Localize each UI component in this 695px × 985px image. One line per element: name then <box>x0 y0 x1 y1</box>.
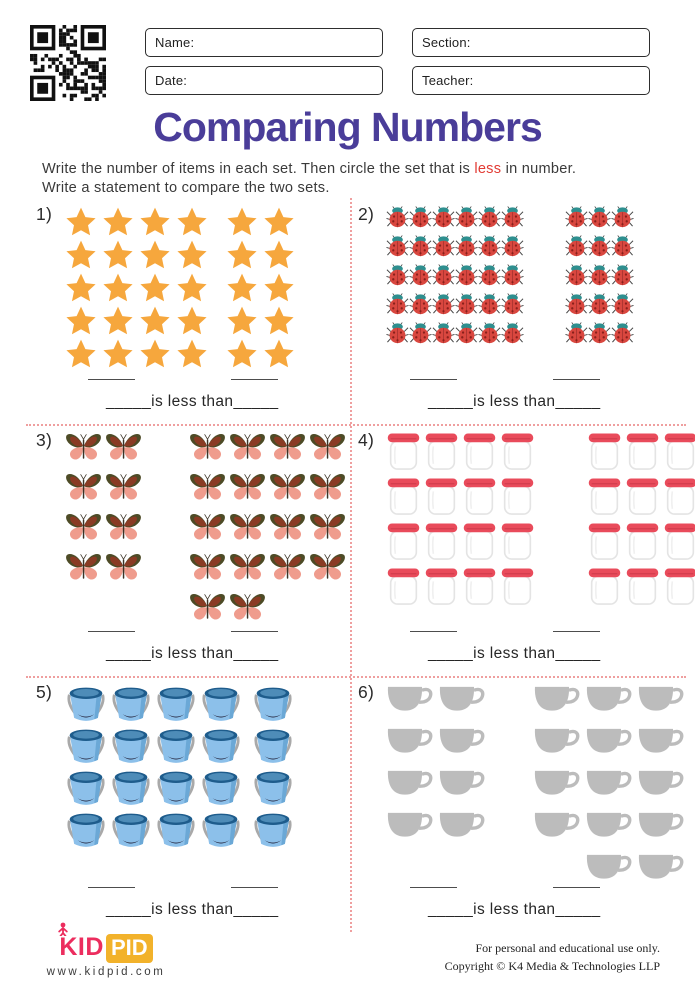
ladybug-icon <box>432 293 455 316</box>
bucket-icon <box>199 768 243 806</box>
statement-blank-left[interactable]: _____ <box>428 645 474 662</box>
statement-blank-right[interactable]: _____ <box>233 645 279 662</box>
jar-icon <box>424 477 459 515</box>
statement-blank-right[interactable]: _____ <box>555 645 601 662</box>
comparison-statement <box>106 645 279 663</box>
butterfly-icon <box>64 552 103 584</box>
ladybug-icon <box>478 235 501 258</box>
star-icon <box>225 206 259 239</box>
header-fields <box>145 28 650 104</box>
bucket-icon <box>154 726 198 764</box>
horizontal-dotted-divider-1 <box>26 424 686 426</box>
cup-icon <box>533 726 580 760</box>
butterfly-icon <box>228 592 267 624</box>
jar-icon <box>462 567 497 605</box>
statement-blank-left[interactable]: _____ <box>106 645 152 662</box>
ladybug-icon <box>565 293 588 316</box>
ladybug-icon <box>565 206 588 229</box>
statement-text: is less than <box>151 901 234 918</box>
count-blank-right[interactable] <box>231 887 278 888</box>
statement-blank-right[interactable]: _____ <box>555 901 601 918</box>
ladybug-icon <box>611 293 634 316</box>
butterfly-icon <box>228 432 267 464</box>
jar-icon <box>625 432 660 470</box>
count-blank-right[interactable] <box>553 631 600 632</box>
ladybug-icon <box>611 264 634 287</box>
bucket-icon <box>251 810 295 848</box>
jar-icon <box>424 432 459 470</box>
footer-note-line-2: Copyright © K4 Media & Technologies LLP <box>444 959 660 973</box>
cup-icon <box>386 810 433 844</box>
bucket-icon <box>199 684 243 722</box>
ladybug-icon <box>501 235 524 258</box>
name-field[interactable] <box>145 28 383 57</box>
problem-number: 5) <box>36 682 53 702</box>
star-icon <box>175 272 209 305</box>
bucket-icon <box>199 810 243 848</box>
comparison-statement <box>428 901 601 919</box>
bucket-icon <box>154 810 198 848</box>
star-icon <box>138 206 172 239</box>
butterfly-icon <box>268 552 307 584</box>
cup-icon <box>637 726 684 760</box>
jar-icon <box>587 477 622 515</box>
cup-icon <box>585 768 632 802</box>
qr-code <box>30 25 106 101</box>
butterfly-icon <box>104 552 143 584</box>
kidpid-logo <box>46 933 166 978</box>
statement-text: is less than <box>473 901 556 918</box>
ladybug-icon <box>409 264 432 287</box>
jar-icon <box>663 567 695 605</box>
star-icon <box>101 272 135 305</box>
item-sets <box>64 432 352 624</box>
cup-icon <box>386 768 433 802</box>
problem-cell <box>30 676 352 932</box>
statement-blank-left[interactable]: _____ <box>428 393 474 410</box>
cup-icon <box>585 726 632 760</box>
star-icon <box>64 338 98 371</box>
statement-text: is less than <box>151 645 234 662</box>
ladybug-icon <box>386 293 409 316</box>
vertical-dotted-divider <box>350 198 352 932</box>
ladybug-icon <box>611 235 634 258</box>
instructions-line-1: Write the number of items in each set. Then circle the set that is less in number. <box>42 161 577 177</box>
bucket-icon <box>64 810 108 848</box>
star-icon <box>64 206 98 239</box>
star-icon <box>138 305 172 338</box>
star-icon <box>101 206 135 239</box>
jar-icon <box>500 522 535 560</box>
problem-cell <box>30 198 352 424</box>
butterfly-icon <box>228 552 267 584</box>
statement-text: is less than <box>473 393 556 410</box>
bucket-icon <box>64 684 108 722</box>
problems-grid <box>30 198 680 932</box>
ladybug-icon <box>409 322 432 345</box>
star-icon <box>101 305 135 338</box>
statement-text: is less than <box>151 393 234 410</box>
problem-cell <box>352 198 680 424</box>
jar-icon <box>587 567 622 605</box>
statement-text: is less than <box>473 645 556 662</box>
comparison-statement <box>428 645 601 663</box>
jar-icon <box>462 477 497 515</box>
ladybug-icon <box>588 264 611 287</box>
ladybug-icon <box>565 322 588 345</box>
statement-blank-left[interactable]: _____ <box>428 901 474 918</box>
ladybug-icon <box>588 235 611 258</box>
item-set-left[interactable] <box>386 432 535 605</box>
butterfly-icon <box>308 472 347 504</box>
ladybug-icon <box>501 264 524 287</box>
teacher-field[interactable] <box>412 66 650 95</box>
star-icon <box>225 338 259 371</box>
item-set-left[interactable] <box>386 206 524 345</box>
cup-icon <box>386 684 433 718</box>
ladybug-icon <box>611 322 634 345</box>
problem-cell <box>352 676 680 932</box>
star-icon <box>175 239 209 272</box>
statement-blank-left[interactable]: _____ <box>106 393 152 410</box>
ladybug-icon <box>455 293 478 316</box>
statement-blank-right[interactable]: _____ <box>555 393 601 410</box>
butterfly-icon <box>64 432 103 464</box>
statement-blank-left[interactable]: _____ <box>106 901 152 918</box>
ladybug-icon <box>409 235 432 258</box>
comparison-statement <box>428 393 601 411</box>
jar-icon <box>500 567 535 605</box>
count-blank-right[interactable] <box>231 379 278 380</box>
cup-icon <box>637 768 684 802</box>
date-field[interactable] <box>145 66 383 95</box>
count-blank-left[interactable] <box>88 887 135 888</box>
cup-icon <box>533 684 580 718</box>
star-icon <box>262 239 296 272</box>
cup-icon <box>386 726 433 760</box>
bucket-icon <box>64 768 108 806</box>
ladybug-icon <box>588 293 611 316</box>
problem-number: 1) <box>36 204 53 224</box>
star-icon <box>225 239 259 272</box>
count-blank-right[interactable] <box>231 631 278 632</box>
star-icon <box>225 272 259 305</box>
ladybug-icon <box>501 322 524 345</box>
cup-icon <box>585 810 632 844</box>
item-set-right[interactable] <box>587 432 695 605</box>
ladybug-icon <box>588 206 611 229</box>
item-sets <box>386 432 680 605</box>
star-icon <box>175 305 209 338</box>
ladybug-icon <box>455 264 478 287</box>
section-field-label: Section: <box>422 35 471 50</box>
cup-icon <box>585 684 632 718</box>
ladybug-icon <box>611 206 634 229</box>
cup-icon <box>438 726 485 760</box>
item-set-right[interactable] <box>188 432 347 624</box>
cup-icon <box>438 768 485 802</box>
cup-icon <box>438 810 485 844</box>
butterfly-icon <box>308 552 347 584</box>
star-icon <box>138 272 172 305</box>
butterfly-icon <box>268 432 307 464</box>
ladybug-icon <box>432 206 455 229</box>
person-icon <box>56 922 70 941</box>
butterfly-icon <box>188 432 227 464</box>
butterfly-icon <box>228 512 267 544</box>
problem-cell <box>352 424 680 676</box>
ladybug-icon <box>565 235 588 258</box>
butterfly-icon <box>188 472 227 504</box>
ladybug-icon <box>455 322 478 345</box>
jar-icon <box>386 567 421 605</box>
jar-icon <box>386 522 421 560</box>
star-icon <box>262 305 296 338</box>
ladybug-icon <box>455 206 478 229</box>
jar-icon <box>462 522 497 560</box>
butterfly-icon <box>64 512 103 544</box>
bucket-icon <box>109 684 153 722</box>
jar-icon <box>587 522 622 560</box>
ladybug-icon <box>455 235 478 258</box>
horizontal-dotted-divider-2 <box>26 676 686 678</box>
instructions-highlight: less <box>474 161 502 177</box>
cup-icon <box>637 684 684 718</box>
jar-icon <box>663 522 695 560</box>
star-icon <box>262 338 296 371</box>
butterfly-icon <box>308 512 347 544</box>
problem-number: 6) <box>358 682 375 702</box>
jar-icon <box>500 477 535 515</box>
bucket-icon <box>154 768 198 806</box>
ladybug-icon <box>501 206 524 229</box>
ladybug-icon <box>565 264 588 287</box>
star-icon <box>225 305 259 338</box>
count-blank-left[interactable] <box>88 379 135 380</box>
count-blank-left[interactable] <box>410 887 457 888</box>
bucket-icon <box>251 684 295 722</box>
section-field[interactable] <box>412 28 650 57</box>
problems-area <box>30 198 680 932</box>
problem-number: 4) <box>358 430 375 450</box>
ladybug-icon <box>409 293 432 316</box>
footer-note-line-1: For personal and educational use only. <box>475 941 660 955</box>
ladybug-icon <box>386 322 409 345</box>
logo-text-pid: PID <box>106 934 153 963</box>
butterfly-icon <box>104 512 143 544</box>
item-set-right[interactable] <box>225 206 296 371</box>
item-set-left[interactable] <box>64 206 209 371</box>
item-set-right[interactable] <box>533 684 684 886</box>
jar-icon <box>625 567 660 605</box>
instructions <box>42 160 672 199</box>
ladybug-icon <box>501 293 524 316</box>
item-sets <box>64 206 352 371</box>
page-title: Comparing Numbers <box>153 104 542 150</box>
jar-icon <box>424 522 459 560</box>
cup-icon <box>438 684 485 718</box>
bucket-icon <box>64 726 108 764</box>
bucket-icon <box>154 684 198 722</box>
star-icon <box>175 338 209 371</box>
butterfly-icon <box>268 472 307 504</box>
jar-icon <box>386 432 421 470</box>
problem-number: 3) <box>36 430 53 450</box>
star-icon <box>138 338 172 371</box>
item-set-left[interactable] <box>64 684 243 848</box>
jar-icon <box>625 477 660 515</box>
ladybug-icon <box>386 235 409 258</box>
star-icon <box>262 272 296 305</box>
butterfly-icon <box>228 472 267 504</box>
name-field-label: Name: <box>155 35 195 50</box>
bucket-icon <box>109 726 153 764</box>
item-sets <box>64 684 352 848</box>
logo-url: www.kidpid.com <box>46 966 166 978</box>
butterfly-icon <box>268 512 307 544</box>
logo-text-kid: KID <box>59 933 104 961</box>
ladybug-icon <box>478 264 501 287</box>
jar-icon <box>386 477 421 515</box>
count-blank-left[interactable] <box>410 631 457 632</box>
item-sets <box>386 684 680 886</box>
ladybug-icon <box>432 322 455 345</box>
jar-icon <box>663 432 695 470</box>
butterfly-icon <box>308 432 347 464</box>
item-set-left[interactable] <box>386 684 485 844</box>
footer-copyright <box>445 939 660 975</box>
ladybug-icon <box>478 293 501 316</box>
count-blank-right[interactable] <box>553 379 600 380</box>
butterfly-icon <box>104 432 143 464</box>
jar-icon <box>625 522 660 560</box>
cup-icon <box>637 810 684 844</box>
ladybug-icon <box>432 264 455 287</box>
statement-blank-right[interactable]: _____ <box>233 393 279 410</box>
star-icon <box>175 206 209 239</box>
bucket-icon <box>251 726 295 764</box>
bucket-icon <box>109 810 153 848</box>
ladybug-icon <box>588 322 611 345</box>
count-blank-right[interactable] <box>553 887 600 888</box>
comparison-statement <box>106 901 279 919</box>
comparison-statement <box>106 393 279 411</box>
date-field-label: Date: <box>155 73 188 88</box>
star-icon <box>64 305 98 338</box>
ladybug-icon <box>386 264 409 287</box>
item-set-right[interactable] <box>565 206 634 345</box>
ladybug-icon <box>386 206 409 229</box>
ladybug-icon <box>409 206 432 229</box>
ladybug-icon <box>478 206 501 229</box>
problem-number: 2) <box>358 204 375 224</box>
cup-icon <box>533 768 580 802</box>
butterfly-icon <box>188 552 227 584</box>
ladybug-icon <box>432 235 455 258</box>
cup-icon <box>585 852 632 886</box>
star-icon <box>262 206 296 239</box>
butterfly-icon <box>64 472 103 504</box>
butterfly-icon <box>104 472 143 504</box>
problem-cell <box>30 424 352 676</box>
jar-icon <box>462 432 497 470</box>
jar-icon <box>663 477 695 515</box>
count-blank-left[interactable] <box>410 379 457 380</box>
ladybug-icon <box>478 322 501 345</box>
jar-icon <box>587 432 622 470</box>
butterfly-icon <box>188 592 227 624</box>
teacher-field-label: Teacher: <box>422 73 474 88</box>
instructions-line-2: Write a statement to compare the two sets. <box>42 180 330 197</box>
star-icon <box>101 239 135 272</box>
jar-icon <box>424 567 459 605</box>
bucket-icon <box>109 768 153 806</box>
item-sets <box>386 206 680 345</box>
star-icon <box>138 239 172 272</box>
statement-blank-right[interactable]: _____ <box>233 901 279 918</box>
star-icon <box>101 338 135 371</box>
bucket-icon <box>199 726 243 764</box>
jar-icon <box>500 432 535 470</box>
star-icon <box>64 239 98 272</box>
item-set-right[interactable] <box>251 684 295 848</box>
cup-icon <box>637 852 684 886</box>
bucket-icon <box>251 768 295 806</box>
cup-icon <box>533 810 580 844</box>
item-set-left[interactable] <box>64 432 143 584</box>
count-blank-left[interactable] <box>88 631 135 632</box>
star-icon <box>64 272 98 305</box>
butterfly-icon <box>188 512 227 544</box>
